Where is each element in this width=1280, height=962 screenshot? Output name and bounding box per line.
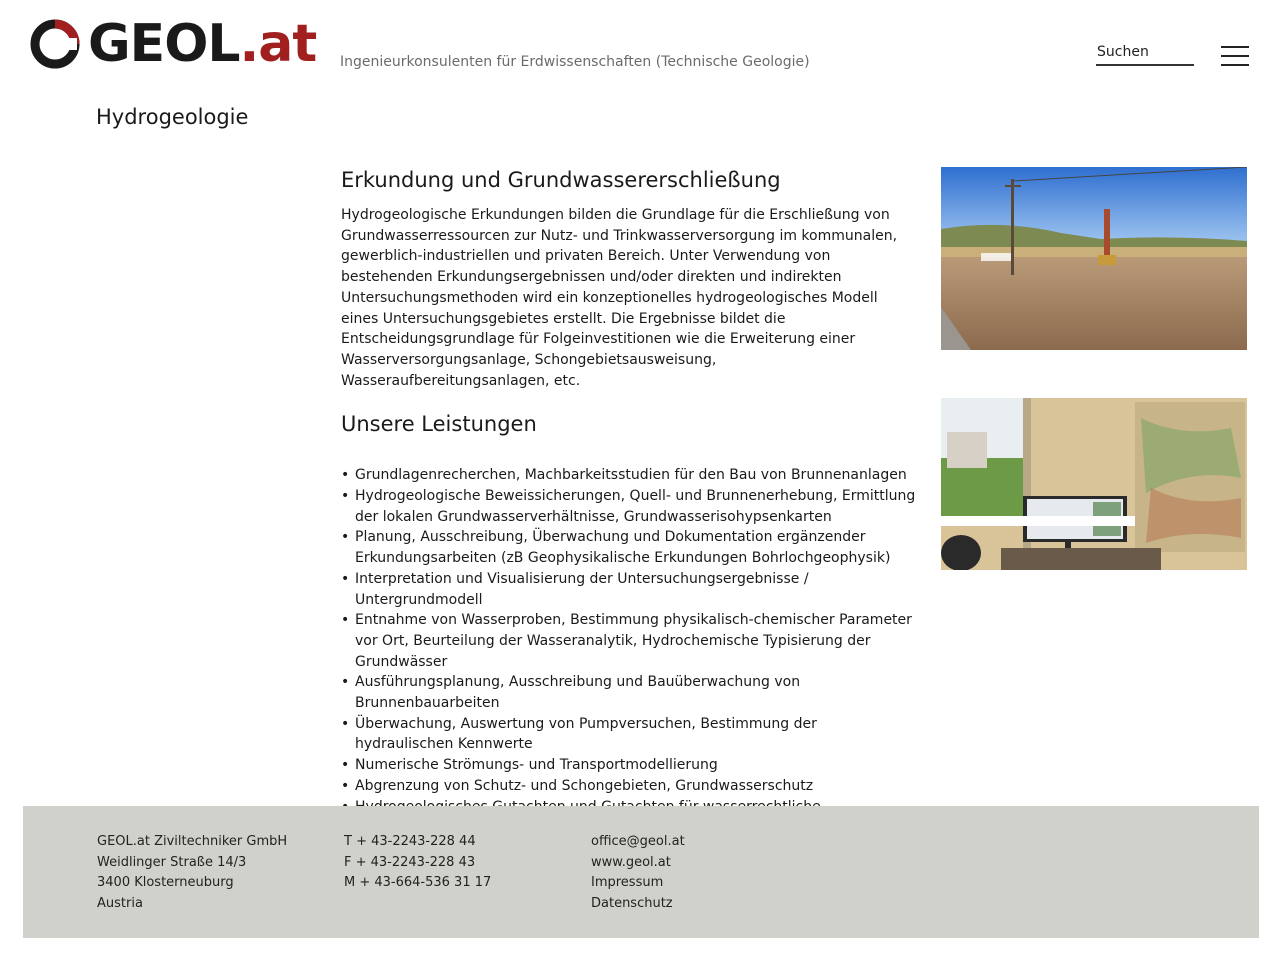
hamburger-icon-bar xyxy=(1221,64,1249,66)
footer-website-link[interactable]: www.geol.at xyxy=(591,854,671,870)
list-item: • Planung, Ausschreibung, Überwachung und Dokumentation ergänzender Erkundungsarbeiten (zB Geophysikalische Erkundungen Bohrlochgeophysik) xyxy=(341,527,916,568)
footer-phone xyxy=(344,832,491,894)
list-item: • Entnahme von Wasserproben, Bestimmung physikalisch-chemischer Parameter vor Ort, Beurteilung der Wasseranalytik, Hydrochemische Typisierung der Grundwässer xyxy=(341,610,916,672)
footer-country: Austria xyxy=(97,896,143,912)
main-content xyxy=(341,165,916,838)
footer-phone-number: T + 43-2243-228 44 xyxy=(344,834,476,849)
list-item: • Grundlagenrecherchen, Machbarkeitsstudien für den Bau von Brunnenanlagen xyxy=(341,465,916,486)
office-photo xyxy=(941,398,1247,570)
list-item: • Ausführungsplanung, Ausschreibung und Bauüberwachung von Brunnenbauarbeiten xyxy=(341,672,916,713)
footer-street: Weidlinger Straße 14/3 xyxy=(97,854,247,870)
site-logo[interactable] xyxy=(30,16,322,72)
footer-company: GEOL.at Ziviltechniker GmbH xyxy=(97,834,288,849)
intro-paragraph: Hydrogeologische Erkundungen bilden die Grundlage für die Erschließung von Grundwasserressourcen zur Nutz- und Trinkwasserversorgung im kommunalen, gewerblich-industriellen und privaten Bereich. Unter Verwendung von bestehenden Erkundungsergebnissen und/oder direkten und indirekten Untersuchungsmethoden wird ein konzeptionelles hydrogeologisches Modell eines Untersuchungsgebietes erstellt. Die Ergebnisse bildet die Entscheidungsgrundlage für Folgeinvestitionen wie die Erweiterung einer Wasserversorgungsanlage, Schongebietsausweisung, Wasseraufbereitungsanlagen, etc. xyxy=(341,207,898,389)
drilling-field-photo xyxy=(941,167,1247,350)
hamburger-icon-bar xyxy=(1221,55,1249,57)
footer-datenschutz-link[interactable]: Datenschutz xyxy=(591,896,673,912)
footer-fax-number: F + 43-2243-228 43 xyxy=(344,854,476,870)
section-title-leistungen: Unsere Leistungen xyxy=(341,412,537,437)
list-item: • Interpretation und Visualisierung der Untersuchungsergebnisse / Untergrundmodell xyxy=(341,569,916,610)
logo-suffix: .at xyxy=(239,14,317,74)
hamburger-menu-button[interactable] xyxy=(1221,46,1249,68)
list-item: • Abgrenzung von Schutz- und Schongebieten, Grundwasserschutz xyxy=(341,776,916,797)
search-input[interactable]: Suchen xyxy=(1096,42,1194,66)
list-item: • Überwachung, Auswertung von Pumpversuchen, Bestimmung der hydraulischen Kennwerte xyxy=(341,714,916,755)
logo-wordmark xyxy=(88,16,316,72)
footer xyxy=(23,806,1259,938)
list-item: • Hydrogeologische Beweissicherungen, Quell- und Brunnenerhebung, Ermittlung der lokalen Grundwasserverhältnisse, Grundwasserisohypsenkarten xyxy=(341,486,916,527)
logo-main: GEOL xyxy=(88,14,240,74)
tagline: Ingenieurkonsulenten für Erdwissenschaften (Technische Geologie) xyxy=(340,54,810,70)
page-title: Hydrogeologie xyxy=(96,105,249,129)
footer-links xyxy=(591,832,685,915)
footer-mobile-number: M + 43-664-536 31 17 xyxy=(344,875,492,891)
hamburger-icon xyxy=(1221,46,1249,48)
logo-mark-icon xyxy=(30,18,80,70)
section-title-erkundung: Erkundung und Grundwassererschließung xyxy=(341,168,781,192)
services-list xyxy=(341,465,916,838)
footer-email-link[interactable]: office@geol.at xyxy=(591,834,685,849)
footer-impressum-link[interactable]: Impressum xyxy=(591,875,664,891)
list-item: • Numerische Strömungs- und Transportmodellierung xyxy=(341,755,916,776)
footer-address xyxy=(97,832,287,915)
footer-city: 3400 Klosterneuburg xyxy=(97,875,234,891)
